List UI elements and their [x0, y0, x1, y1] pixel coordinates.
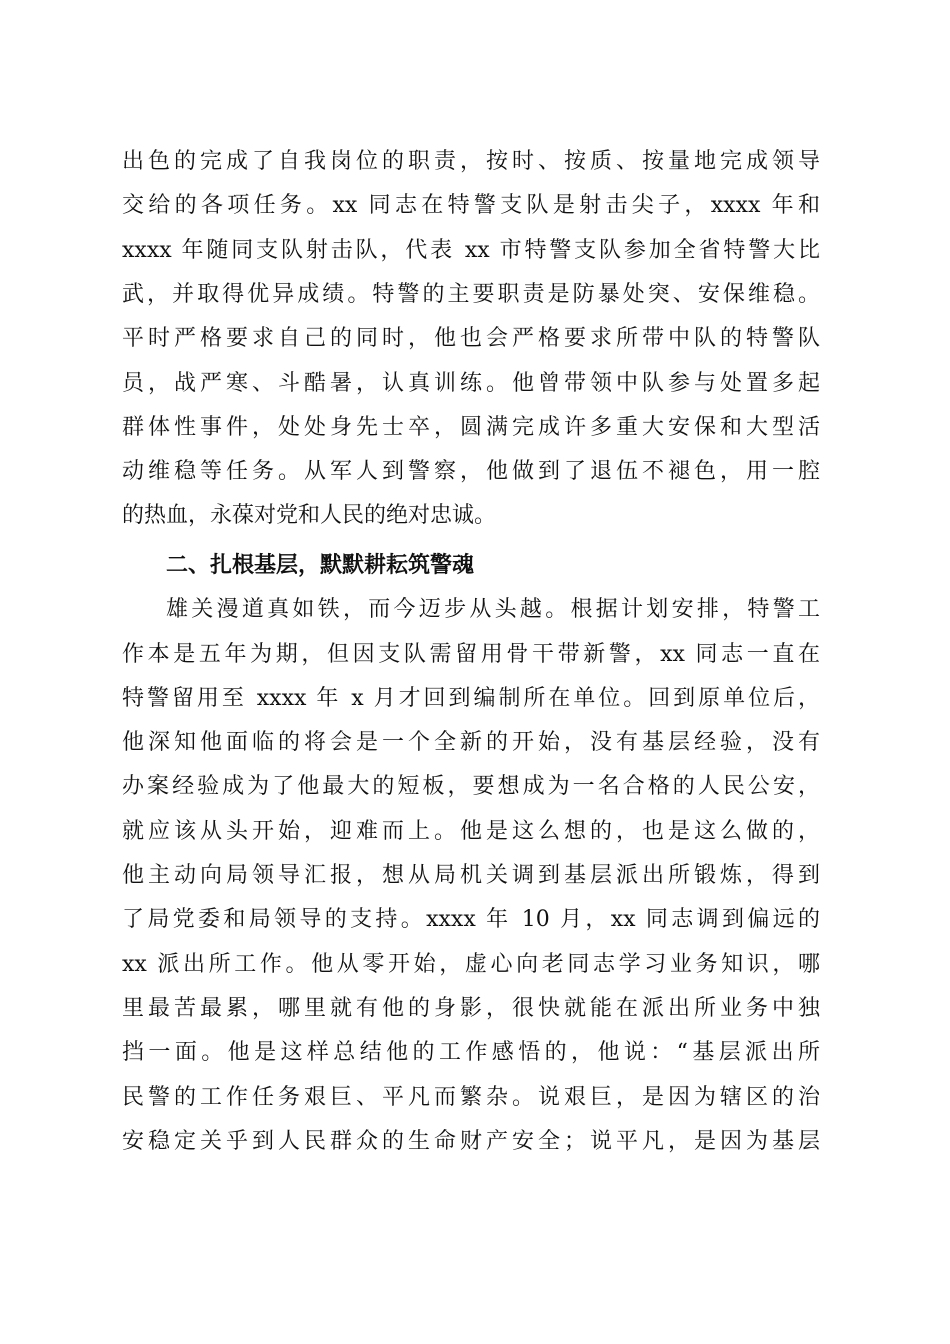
text-line: 动维稳等任务。从军人到警察，他做到了退伍不褪色，用一腔: [122, 459, 820, 485]
text-line: 办案经验成为了他最大的短板，要想成为一名合格的人民公安，: [122, 774, 820, 800]
text-line: 安稳定关乎到人民群众的生命财产安全；说平凡，是因为基层: [122, 1128, 820, 1154]
text-line: 员，战严寒、斗酷暑，认真训练。他曾带领中队参与处置多起: [122, 370, 820, 396]
text-line: 雄关漫道真如铁，而今迈步从头越。根据计划安排，特警工: [166, 597, 820, 623]
text-line: 就应该从头开始，迎难而上。他是这么想的，也是这么做的，: [122, 818, 820, 844]
text-line: 特警留用至 xxxx 年 x 月才回到编制所在单位。回到原单位后，: [122, 685, 820, 711]
text-line: xxxx 年随同支队射击队，代表 xx 市特警支队参加全省特警大比: [122, 237, 820, 263]
text-line: 平时严格要求自己的同时，他也会严格要求所带中队的特警队: [122, 326, 820, 352]
text-line: 群体性事件，处处身先士卒，圆满完成许多重大安保和大型活: [122, 414, 820, 440]
section-heading: 二、扎根基层，默默耕耘筑警魂: [166, 552, 475, 578]
text-line: 武，并取得优异成绩。特警的主要职责是防暴处突、安保维稳。: [122, 281, 820, 307]
text-line: 作本是五年为期，但因支队需留用骨干带新警，xx 同志一直在: [122, 641, 820, 667]
text-line: 他主动向局领导汇报，想从局机关调到基层派出所锻炼，得到: [122, 863, 820, 888]
text-line: 他深知他面临的将会是一个全新的开始，没有基层经验，没有: [122, 730, 820, 756]
text-line: 挡一面。他是这样总结他的工作感悟的，他说：“基层派出所: [122, 1040, 820, 1066]
text-line: xx 派出所工作。他从零开始，虚心向老同志学习业务知识，哪: [122, 951, 820, 977]
text-line: 里最苦最累，哪里就有他的身影，很快就能在派出所业务中独: [122, 995, 820, 1021]
text-line: 了局党委和局领导的支持。xxxx 年 10 月，xx 同志调到偏远的: [122, 907, 820, 933]
text-line: 的热血，永葆对党和人民的绝对忠诚。: [122, 503, 497, 529]
text-line: 交给的各项任务。xx 同志在特警支队是射击尖子，xxxx 年和: [122, 193, 820, 219]
text-line: 民警的工作任务艰巨、平凡而繁杂。说艰巨，是因为辖区的治: [122, 1084, 820, 1110]
text-line: 出色的完成了自我岗位的职责，按时、按质、按量地完成领导: [122, 149, 820, 174]
